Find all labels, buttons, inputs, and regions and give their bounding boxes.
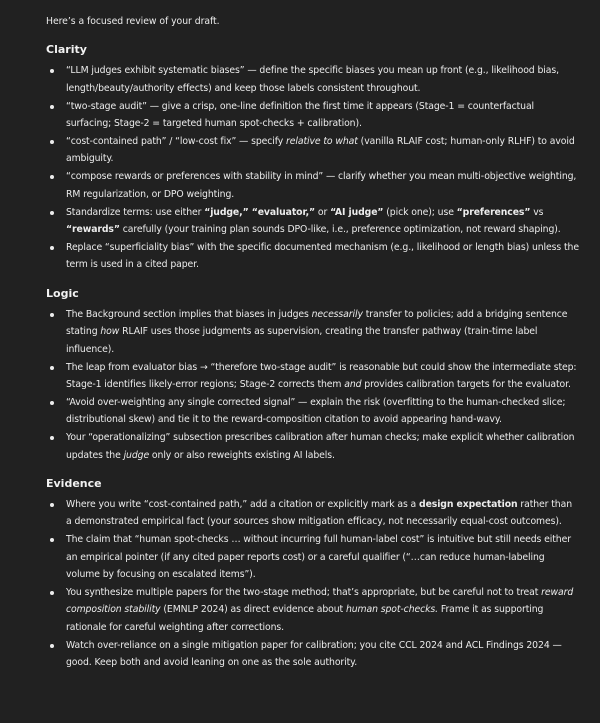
intro-text: Here’s a focused review of your draft.	[46, 16, 220, 27]
bullet-icon	[50, 366, 54, 370]
bullet-icon	[50, 69, 54, 73]
bullet-icon	[50, 436, 54, 440]
section-heading-clarity: Clarity	[46, 43, 87, 57]
italic-term: reward composition stability	[66, 586, 574, 616]
section-evidence	[46, 475, 580, 672]
bullet-icon	[50, 175, 54, 179]
italic-term: relative to what	[286, 136, 358, 148]
italic-term: judge	[123, 449, 150, 461]
list-item	[46, 637, 580, 672]
item-text: transfer to policies; add a bridging sentence stating	[66, 308, 568, 338]
section-logic	[46, 285, 580, 464]
clarity-list	[46, 62, 580, 273]
bullet-icon	[50, 246, 54, 250]
item-text: “cost-contained path” / “low-cost fix” — specify	[66, 136, 287, 148]
list-item	[46, 98, 580, 133]
item-text: “Avoid over-weighting any single corrected signal” — explain the risk (overfitting to the human-checked slice; distributional skew) and tie it to the reward-composition citation to avoid appearing hand-wavy.	[66, 396, 566, 426]
item-text: provides calibration targets for the evaluator.	[361, 378, 571, 390]
item-text: Your “operationalizing” subsection prescribes calibration after human checks; make explicit whether calibration updates the	[66, 432, 575, 461]
item-text: Watch over-reliance on a single mitigation paper for calibration; you cite CCL 2024 and ACL Findings 2024 — good. Keep both and avoid leaning on one as the sole authority.	[66, 639, 562, 669]
logic-list	[46, 306, 580, 464]
italic-term: human spot-checks.	[345, 604, 439, 616]
item-text: RLAIF uses those judgments as supervision, creating the transfer pathway (train-time label influence).	[66, 326, 538, 355]
bullet-icon	[50, 313, 54, 317]
item-text: Standardize terms: use either	[66, 206, 205, 218]
bullet-icon	[50, 105, 54, 109]
section-heading-logic: Logic	[46, 286, 79, 300]
item-text: “compose rewards or preferences with stability in mind” — clarify whether you mean multi-objective weighting, RM regularization, or DPO weighting.	[66, 171, 577, 200]
list-item	[46, 133, 580, 168]
item-text: “two-stage audit” — give a crisp, one-line definition the first time it appears (Stage-1 = counterfactual surfacing; Stage-2 = targeted human spot-checks + calibration).	[66, 100, 535, 130]
item-text: carefully (your training plan sounds DPO-like, i.e., preference optimization, not reward shaping).	[119, 224, 561, 236]
bullet-icon	[50, 644, 54, 648]
item-text: Where you write “cost-contained path,” add a citation or explicitly mark as a	[66, 498, 420, 510]
bullet-icon	[50, 211, 54, 215]
bullet-icon	[50, 538, 54, 542]
section-heading-evidence: Evidence	[46, 476, 102, 490]
bold-term: “preferences”	[456, 206, 531, 218]
item-text: You synthesize multiple papers for the two-stage method; that’s appropriate, but be careful not to treat	[66, 586, 542, 598]
italic-term: and	[344, 378, 362, 390]
list-item	[46, 62, 580, 97]
list-item	[46, 306, 580, 358]
item-text: Frame it as supporting rationale for careful weighting after corrections.	[66, 604, 544, 633]
evidence-list	[46, 496, 580, 672]
item-text: The leap from evaluator bias → “therefore two-stage audit” is reasonable but could show the intermediate step: Stage-1 identifies likely-error regions; Stage-2 corrects them	[66, 361, 577, 390]
italic-term: necessarily	[311, 308, 363, 320]
list-item	[46, 204, 580, 239]
bold-term: “rewards”	[66, 224, 120, 236]
bullet-icon	[50, 140, 54, 144]
item-text: (EMNLP 2024) as direct evidence about	[160, 604, 346, 616]
bold-term: “AI judge”	[330, 206, 384, 218]
item-text: or	[315, 206, 331, 218]
item-text: rather than a demonstrated empirical fact (your sources show mitigation efficacy, not necessarily equal-cost outcomes).	[66, 498, 572, 528]
section-clarity	[46, 41, 580, 273]
bullet-icon	[50, 503, 54, 507]
italic-term: how	[100, 326, 120, 338]
item-text: only or also reweights existing AI labels.	[149, 449, 335, 461]
list-item	[46, 429, 580, 464]
item-text: (pick one); use	[383, 206, 457, 218]
item-text: Replace “superficiality bias” with the specific documented mechanism (e.g., likelihood or length bias) unless the term is used in a cited paper.	[66, 241, 579, 271]
item-text: (vanilla RLAIF cost; human-only RLHF) to avoid ambiguity.	[66, 136, 575, 165]
item-text: “LLM judges exhibit systematic biases” — define the specific biases you mean up front (e.g., likelihood bias, length/beauty/authority effects) and keep those labels consistent throughout.	[66, 65, 559, 94]
list-item	[46, 531, 580, 583]
bullet-icon	[50, 591, 54, 595]
item-text: vs	[530, 206, 544, 218]
bold-term: design expectation	[419, 498, 518, 510]
item-text: The Background section implies that biases in judges	[66, 308, 312, 320]
list-item	[46, 359, 580, 394]
list-item	[46, 239, 580, 274]
list-item	[46, 394, 580, 429]
list-item	[46, 168, 580, 203]
list-item	[46, 584, 580, 636]
list-item	[46, 496, 580, 531]
bold-term: “judge,” “evaluator,”	[204, 206, 316, 218]
bullet-icon	[50, 401, 54, 405]
item-text: The claim that “human spot-checks … without incurring full human-label cost” is intuitive but still needs either an empirical pointer (if any cited paper reports cost) or a careful qualifier (“…can reduce human-labeling volume by focusing on escalated items”).	[66, 534, 571, 581]
